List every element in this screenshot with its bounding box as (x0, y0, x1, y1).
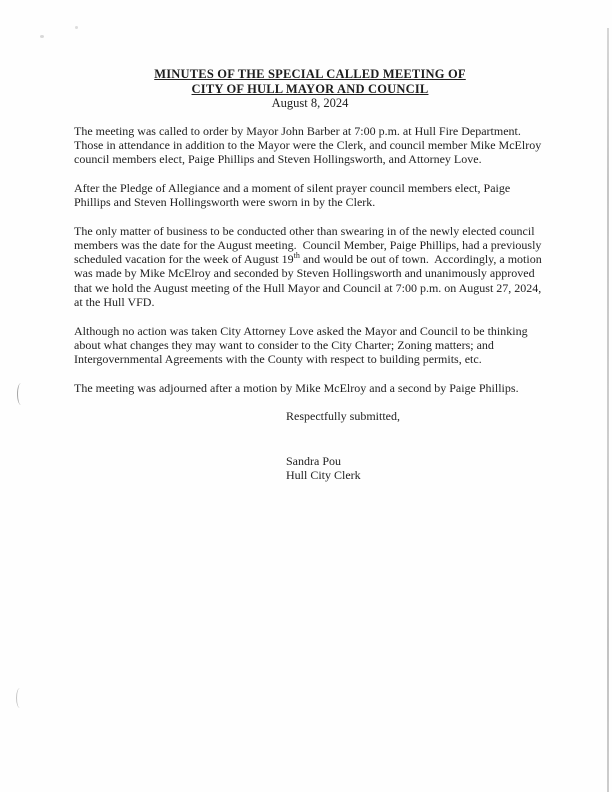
paragraph-attorney-remarks: Although no action was taken City Attorney Love asked the Mayor and Council to be thinking about what changes they may want to consider to the City Charter; Zoning matters; and Intergovernmental Agreements with the County with respect to building permits, etc. (74, 323, 531, 367)
document-date: August 8, 2024 (271, 96, 349, 110)
closing-salutation: Respectfully submitted, (286, 409, 400, 424)
paragraph-swearing-in: After the Pledge of Allegiance and a moment of silent prayer council members elect, Paige Phillips and Steven Hollingsworth were sworn in by the Clerk. (74, 180, 514, 209)
document-content (74, 67, 546, 482)
scan-curve-artifact (17, 383, 25, 405)
scan-curve-artifact (16, 688, 24, 708)
title-line-1: MINUTES OF THE SPECIAL CALLED MEETING OF (154, 67, 466, 81)
title-line-2: CITY OF HULL MAYOR AND COUNCIL (191, 81, 429, 96)
document-body (74, 124, 546, 483)
paragraph-adjournment: The meeting was adjourned after a motion by Mike McElroy and a second by Paige Phillips. (74, 380, 519, 395)
paragraph-august-meeting-text: The only matter of business to be conducted other than swearing in of the newly elected council members was the date for the August meeting. Council Member, Paige Phillips, had a previously scheduled vacation for the week of August 19 (74, 223, 545, 267)
scan-speck-artifact (40, 35, 44, 38)
paragraph-call-to-order: The meeting was called to order by Mayor John Barber at 7:00 p.m. at Hull Fire Department. Those in attendance in addition to the Mayor were the Clerk, and council member Mike McElroy council members elect, Paige Phillips and Steven Hollingsworth, and Attorney Love. (74, 123, 545, 167)
closing-block (286, 409, 546, 482)
scan-speck-artifact (75, 26, 78, 29)
scanner-edge-line (607, 28, 609, 792)
ordinal-superscript: th (293, 251, 300, 261)
paragraph-august-meeting (74, 224, 546, 310)
signer-title: Hull City Clerk (286, 468, 361, 483)
document-title-block (74, 67, 546, 111)
signer-name: Sandra Pou (286, 453, 341, 468)
paragraph-august-meeting-text-cont: and would be out of town. Accordingly, a motion was made by Mike McElroy and seconded by Steven Hollingsworth and unanimously approved that we hold the August meeting of the Hull Mayor and Council at 7:00 p.m. on August 27, 2024, at the Hull VFD. (74, 252, 545, 310)
